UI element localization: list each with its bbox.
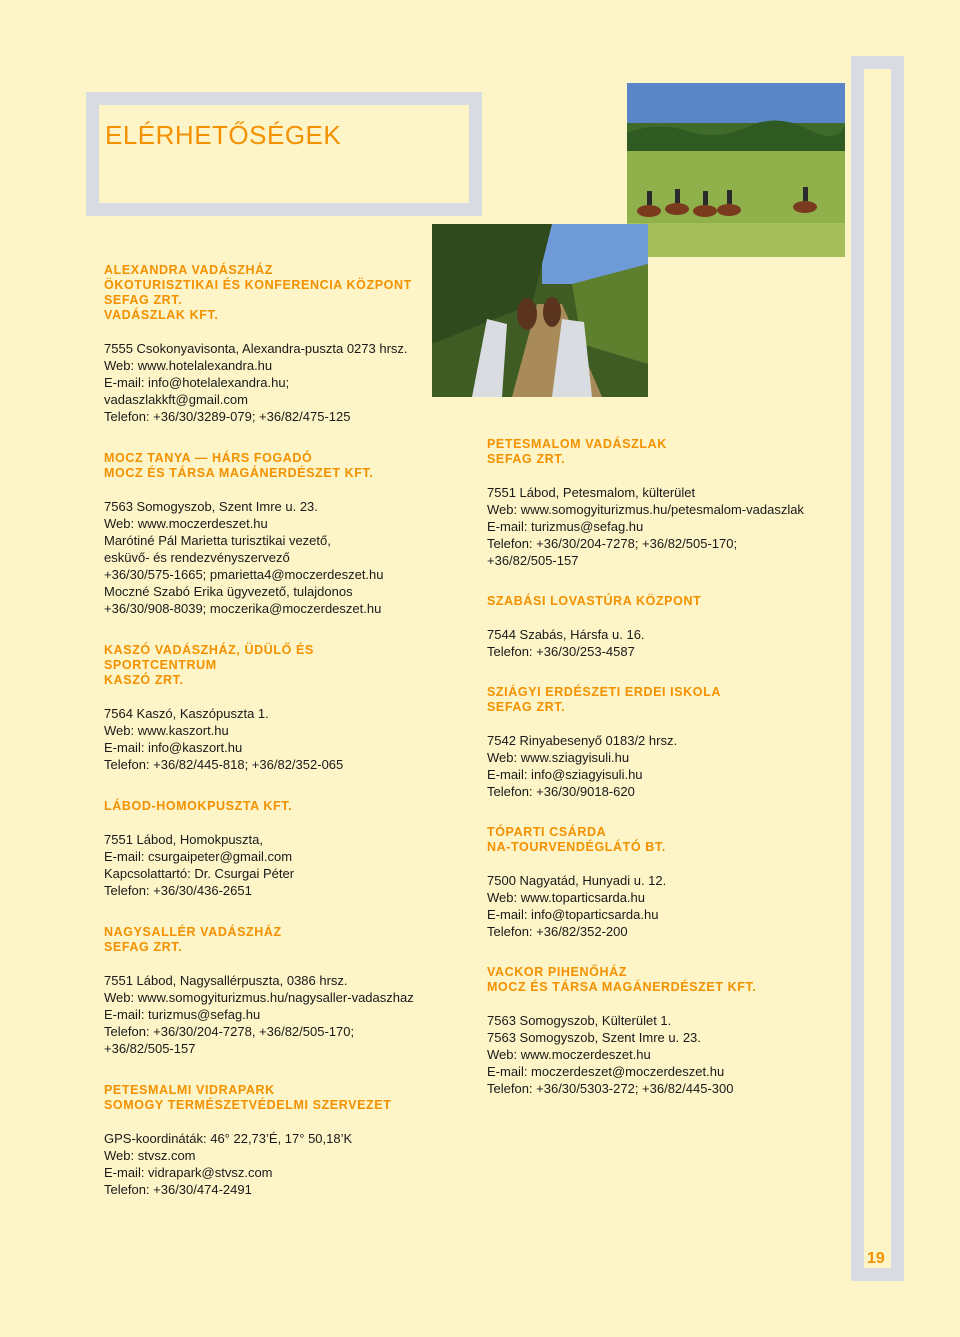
listing-heading: ÖKOTURISZTIKAI ÉS KONFERENCIA KÖZPONT bbox=[104, 278, 412, 292]
phone-line: Telefon: +36/30/436-2651 bbox=[104, 883, 252, 898]
listing-heading: PETESMALMI VIDRAPARK bbox=[104, 1083, 275, 1097]
address-line: 7544 Szabás, Hársfa u. 16. bbox=[487, 627, 645, 642]
phone-line: Telefon: +36/82/352-200 bbox=[487, 924, 628, 939]
contact-line: Moczné Szabó Erika ügyvezető, tulajdonos bbox=[104, 584, 353, 599]
address-line: 7563 Somogyszob, Szent Imre u. 23. bbox=[487, 1030, 701, 1045]
contact-line: +36/30/575-1665; pmarietta4@moczerdeszet.hu bbox=[104, 567, 384, 582]
web-link[interactable]: Web: www.moczerdeszet.hu bbox=[487, 1047, 651, 1062]
listing-heading: VADÁSZLAK KFT. bbox=[104, 308, 219, 322]
address-line: 7563 Somogyszob, Szent Imre u. 23. bbox=[104, 499, 318, 514]
email-link[interactable]: vadaszlakkft@gmail.com bbox=[104, 392, 248, 407]
email-link[interactable]: E-mail: info@sziagyisuli.hu bbox=[487, 767, 643, 782]
listing-heading: PETESMALOM VADÁSZLAK bbox=[487, 437, 667, 451]
email-link[interactable]: E-mail: vidrapark@stvsz.com bbox=[104, 1165, 273, 1180]
address-line: 7542 Rinyabesenyő 0183/2 hrsz. bbox=[487, 733, 678, 748]
listing-heading: MOCZ TANYA — HÁRS FOGADÓ bbox=[104, 451, 313, 465]
listing-alexandra-vadaszhaz bbox=[104, 263, 444, 425]
address-line: 7551 Lábod, Petesmalom, külterület bbox=[487, 485, 696, 500]
address-line: 7564 Kaszó, Kaszópuszta 1. bbox=[104, 706, 269, 721]
side-frame bbox=[851, 56, 904, 1281]
email-link[interactable]: E-mail: info@kaszort.hu bbox=[104, 740, 243, 755]
address-line: 7563 Somogyszob, Külterület 1. bbox=[487, 1013, 672, 1028]
listing-heading: SEFAG ZRT. bbox=[104, 940, 183, 954]
listing-toparti-csarda bbox=[487, 825, 837, 940]
web-link[interactable]: Web: www.topartiсsarda.hu bbox=[487, 890, 645, 905]
listing-heading: SOMOGY TERMÉSZETVÉDELMI SZERVEZET bbox=[104, 1098, 392, 1112]
phone-line: +36/82/505-157 bbox=[104, 1041, 196, 1056]
phone-line: Telefon: +36/30/474-2491 bbox=[104, 1182, 252, 1197]
email-link[interactable]: E-mail: info@toparticsarda.hu bbox=[487, 907, 659, 922]
horse-riders-field-photo bbox=[627, 83, 845, 257]
web-link[interactable]: Web: stvsz.com bbox=[104, 1148, 196, 1163]
title-frame bbox=[86, 92, 482, 216]
listing-heading: MOCZ ÉS TÁRSA MAGÁNERDÉSZET KFT. bbox=[487, 980, 757, 994]
listing-heading: SEFAG ZRT. bbox=[487, 452, 566, 466]
gps-line: GPS-koordináták: 46° 22,73’É, 17° 50,18’K bbox=[104, 1131, 353, 1146]
email-link[interactable]: E-mail: moczerdeszet@moczerdeszet.hu bbox=[487, 1064, 725, 1079]
web-link[interactable]: Web: www.hotelalexandra.hu bbox=[104, 358, 273, 373]
listing-petesmalmi-vidrapark bbox=[104, 1083, 444, 1198]
listing-nagysaller-vadaszhaz bbox=[104, 925, 444, 1057]
phone-line: +36/82/505-157 bbox=[487, 553, 579, 568]
email-link[interactable]: E-mail: turizmus@sefag.hu bbox=[487, 519, 644, 534]
web-link[interactable]: Web: www.sziagyisuli.hu bbox=[487, 750, 630, 765]
web-link[interactable]: Web: www.somogyiturizmus.hu/nagysaller-vadaszhaz bbox=[104, 990, 414, 1005]
listing-heading: SPORTCENTRUM bbox=[104, 658, 217, 672]
phone-line: Telefon: +36/30/204-7278, +36/82/505-170; bbox=[104, 1024, 355, 1039]
listing-szabasi-lovastura bbox=[487, 594, 837, 660]
listing-sziagyi-erdei-iskola bbox=[487, 685, 837, 800]
address-line: 7551 Lábod, Homokpuszta, bbox=[104, 832, 263, 847]
email-link[interactable]: E-mail: turizmus@sefag.hu bbox=[104, 1007, 261, 1022]
listing-heading: KASZÓ ZRT. bbox=[104, 673, 184, 687]
listing-heading: SEFAG ZRT. bbox=[104, 293, 183, 307]
web-link[interactable]: Web: www.moczerdeszet.hu bbox=[104, 516, 268, 531]
listing-heading: NAGYSALLÉR VADÁSZHÁZ bbox=[104, 925, 282, 939]
contact-line: Kapcsolattartó: Dr. Csurgai Péter bbox=[104, 866, 295, 881]
listing-petesmalom-vadaszlak bbox=[487, 437, 837, 569]
listing-heading: KASZÓ VADÁSZHÁZ, ÜDÜLŐ ÉS bbox=[104, 643, 314, 657]
right-column bbox=[487, 437, 837, 1097]
phone-line: Telefon: +36/82/445-818; +36/82/352-065 bbox=[104, 757, 344, 772]
phone-line: Telefon: +36/30/9018-620 bbox=[487, 784, 635, 799]
address-line: 7551 Lábod, Nagysallérpuszta, 0386 hrsz. bbox=[104, 973, 348, 988]
forest-trail-horses-photo bbox=[432, 224, 648, 397]
listing-heading: LÁBOD-HOMOKPUSZTA KFT. bbox=[104, 799, 293, 813]
web-link[interactable]: Web: www.somogyiturizmus.hu/petesmalom-vadaszlak bbox=[487, 502, 804, 517]
phone-line: Telefon: +36/30/253-4587 bbox=[487, 644, 635, 659]
listing-heading: SZABÁSI LOVASTÚRA KÖZPONT bbox=[487, 594, 702, 608]
address-line: 7555 Csokonyavisonta, Alexandra-puszta 0273 hrsz. bbox=[104, 341, 408, 356]
address-line: 7500 Nagyatád, Hunyadi u. 12. bbox=[487, 873, 667, 888]
listing-heading: ALEXANDRA VADÁSZHÁZ bbox=[104, 263, 274, 277]
page-number: 19 bbox=[867, 1250, 885, 1267]
listing-mocz-tanya bbox=[104, 451, 444, 617]
contact-line: +36/30/908-8039; moczerika@moczerdeszet.hu bbox=[104, 601, 382, 616]
phone-line: Telefon: +36/30/5303-272; +36/82/445-300 bbox=[487, 1081, 734, 1096]
listing-heading: SEFAG ZRT. bbox=[487, 700, 566, 714]
contact-line: Marótiné Pál Marietta turisztikai vezető, bbox=[104, 533, 331, 548]
listing-heading: NA-TOURVENDÉGLÁTÓ BT. bbox=[487, 840, 666, 854]
listing-heading: VACKOR PIHENŐHÁZ bbox=[487, 965, 627, 979]
listing-kaszo-vadaszhaz bbox=[104, 643, 444, 773]
email-link[interactable]: E-mail: csurgaipeter@gmail.com bbox=[104, 849, 293, 864]
listing-heading: MOCZ ÉS TÁRSA MAGÁNERDÉSZET KFT. bbox=[104, 466, 374, 480]
phone-line: Telefon: +36/30/204-7278; +36/82/505-170; bbox=[487, 536, 738, 551]
listing-vackor-pihenohaz bbox=[487, 965, 837, 1097]
contact-line: esküvő- és rendezvényszervező bbox=[104, 550, 290, 565]
listing-labod-homokpuszta bbox=[104, 799, 444, 899]
left-column bbox=[104, 263, 444, 1198]
page-title: ELÉRHETŐSÉGEK bbox=[105, 120, 342, 150]
listing-heading: TÓPARTI CSÁRDA bbox=[487, 825, 607, 839]
web-link[interactable]: Web: www.kaszort.hu bbox=[104, 723, 229, 738]
phone-line: Telefon: +36/30/3289-079; +36/82/475-125 bbox=[104, 409, 351, 424]
listing-heading: SZIÁGYI ERDÉSZETI ERDEI ISKOLA bbox=[487, 685, 721, 699]
email-link[interactable]: E-mail: info@hotelalexandra.hu; bbox=[104, 375, 290, 390]
